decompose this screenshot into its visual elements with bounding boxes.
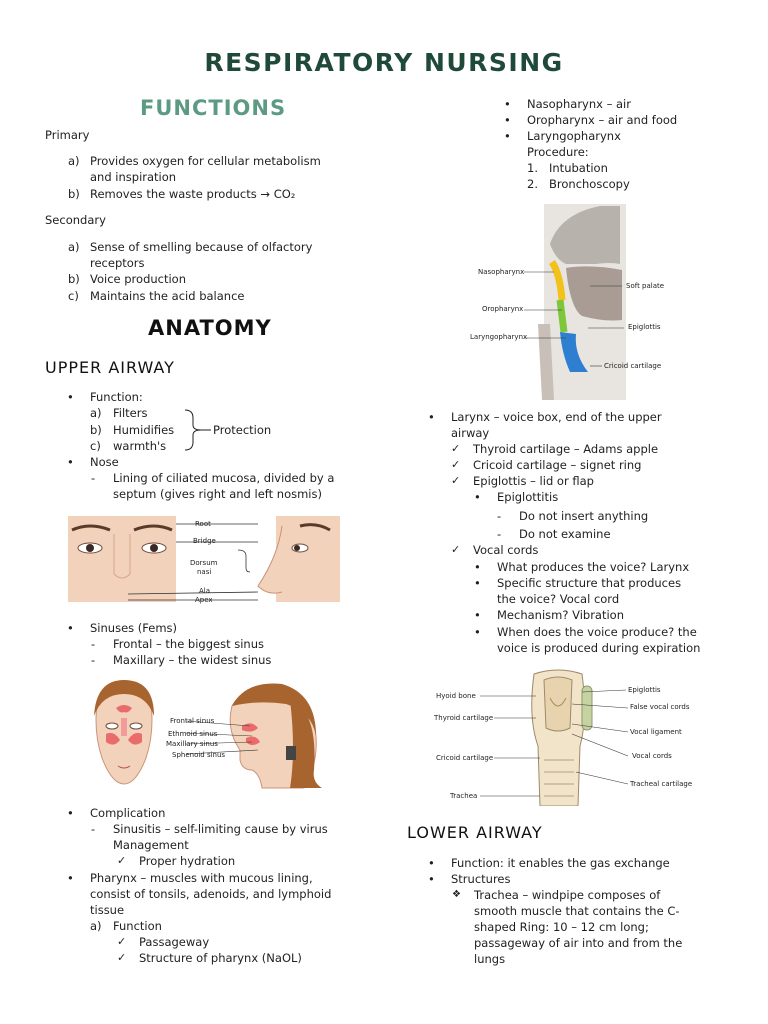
page-title: RESPIRATORY NURSING <box>204 48 564 77</box>
larynx-check-cricoid: ✓ Cricoid cartilage – signet ring <box>473 457 641 473</box>
lower-function: • Function: it enables the gas exchange <box>451 855 670 871</box>
primary-b-letter: b) <box>68 187 80 201</box>
primary-a-line2: and inspiration <box>90 170 177 184</box>
function-c-letter: c) <box>90 439 101 453</box>
oropharynx-item: • Oropharynx – air and food <box>527 112 677 128</box>
larynx-label-cricoid: Cricoid cartilage <box>436 754 494 762</box>
primary-a-line1: Provides oxygen for cellular metabolism <box>90 154 321 168</box>
protection-label: Protection <box>213 423 272 437</box>
larynx-label-thyroid: Thyroid cartilage <box>434 714 494 722</box>
sinus-diagram <box>90 680 330 792</box>
primary-a-letter: a) <box>68 154 80 168</box>
pharynx-label-oropharynx: Oropharynx <box>482 305 524 313</box>
epiglottitis-item1: - Do not insert anything <box>519 508 648 524</box>
larynx-label-vocal-ligament: Vocal ligament <box>630 728 682 736</box>
larynx-label-hyoid: Hyoid bone <box>436 692 476 700</box>
pharynx-label-soft-palate: Soft palate <box>626 282 665 290</box>
vocal-cords-label: ✓ Vocal cords <box>473 542 538 558</box>
larynx-label-trachea: Trachea <box>450 792 478 800</box>
anatomy-heading: ANATOMY <box>148 316 272 340</box>
sinuses-label: • Sinuses (Fems) <box>90 620 177 636</box>
sinus-label-sphenoid: Sphenoid sinus <box>172 751 226 759</box>
pharynx-line3: tissue <box>90 903 125 917</box>
secondary-b-letter: b) <box>68 272 80 286</box>
epiglottitis-item2: - Do not examine <box>519 526 611 542</box>
secondary-label: Secondary <box>45 213 106 227</box>
vocal-q4-line1: • When does the voice produce? the <box>497 624 697 640</box>
laryngopharynx-item: • Laryngopharynx <box>527 128 621 144</box>
larynx-diagram <box>432 668 708 806</box>
vocal-q4-line2: voice is produced during expiration <box>497 641 701 655</box>
complication-label: • Complication <box>90 805 165 821</box>
procedure-1-num: 1. <box>527 161 538 175</box>
protection-brace <box>183 408 213 452</box>
sinus-label-ethmoid: Ethmoid sinus <box>168 730 218 738</box>
nose-detail-line2: septum (gives right and left nosmis) <box>113 487 322 501</box>
primary-label: Primary <box>45 128 90 142</box>
pharynx-label-epiglottis: Epiglottis <box>628 323 661 331</box>
pharynx-diagram <box>470 204 670 400</box>
larynx-label-epiglottis: Epiglottis <box>628 686 661 694</box>
nose-label-root: Root <box>195 520 211 528</box>
vocal-q1: • What produces the voice? Larynx <box>497 559 689 575</box>
pharynx-function-structure: ✓ Structure of pharynx (NaOL) <box>139 950 302 966</box>
lower-airway-heading: LOWER AIRWAY <box>407 823 543 842</box>
sinus-label-frontal: Frontal sinus <box>170 717 215 725</box>
secondary-c-letter: c) <box>68 289 79 303</box>
function-label: • Function: <box>90 389 143 405</box>
nose-label: • Nose <box>90 454 119 470</box>
nose-diagram <box>68 516 340 602</box>
epiglottitis-label: • Epiglottitis <box>497 489 558 505</box>
trachea-line3: shaped Ring: 10 – 12 cm long; <box>474 920 649 934</box>
vocal-q2-line2: the voice? Vocal cord <box>497 592 620 606</box>
pharynx-line1: • Pharynx – muscles with mucous lining, <box>90 870 313 886</box>
upper-airway-heading: UPPER AIRWAY <box>45 358 175 377</box>
nose-label-apex: Apex <box>195 596 213 604</box>
pharynx-function-label: Function <box>113 919 162 933</box>
complication-item: - Sinusitis – self-limiting cause by virus <box>113 821 328 837</box>
trachea-line1: ❖ Trachea – windpipe composes of <box>474 887 660 903</box>
procedure-2-text: Bronchoscopy <box>549 177 630 191</box>
nose-label-ala: Ala <box>199 587 211 595</box>
function-c-text: warmth's <box>113 439 167 453</box>
management-item: ✓ Proper hydration <box>139 853 235 869</box>
pharynx-label-laryngopharynx: Laryngopharynx <box>470 333 528 341</box>
secondary-c-line1: Maintains the acid balance <box>90 289 245 303</box>
procedure-label: Procedure: <box>527 145 589 159</box>
secondary-a-line1: Sense of smelling because of olfactory <box>90 240 313 254</box>
larynx-check-epiglottis: ✓ Epiglottis – lid or flap <box>473 473 594 489</box>
trachea-line4: passageway of air into and from the <box>474 936 683 950</box>
trachea-line5: lungs <box>474 952 506 966</box>
nose-label-nasi: nasi <box>197 568 212 576</box>
vocal-q2-line1: • Specific structure that produces <box>497 575 681 591</box>
function-b-letter: b) <box>90 423 102 437</box>
nasopharynx-item: • Nasopharynx – air <box>527 96 631 112</box>
secondary-a-letter: a) <box>68 240 80 254</box>
pharynx-function-letter: a) <box>90 919 102 933</box>
sinus-frontal: - Frontal – the biggest sinus <box>113 636 264 652</box>
function-b-text: Humidifies <box>113 423 175 437</box>
larynx-line1: • Larynx – voice box, end of the upper <box>451 409 662 425</box>
pharynx-label-cricoid: Cricoid cartilage <box>604 362 662 370</box>
secondary-a-line2: receptors <box>90 256 145 270</box>
larynx-label-tracheal: Tracheal cartilage <box>630 780 693 788</box>
pharynx-function-passageway: ✓ Passageway <box>139 934 209 950</box>
structures-label: • Structures <box>451 871 511 887</box>
pharynx-illustration <box>470 204 670 400</box>
larynx-label-vocal-cords: Vocal cords <box>632 752 672 760</box>
management-label: Management <box>113 838 189 852</box>
secondary-b-line1: Voice production <box>90 272 187 286</box>
nose-label-bridge: Bridge <box>193 537 216 545</box>
larynx-label-false-vocal: False vocal cords <box>630 703 690 711</box>
nose-label-dorsum: Dorsum <box>190 559 218 567</box>
sinus-maxillary: - Maxillary – the widest sinus <box>113 652 271 668</box>
function-a-text: Filters <box>113 406 148 420</box>
larynx-check-thyroid: ✓ Thyroid cartilage – Adams apple <box>473 441 658 457</box>
nose-detail-line1: - Lining of ciliated mucosa, divided by a <box>113 470 334 486</box>
procedure-1-text: Intubation <box>549 161 608 175</box>
functions-heading: FUNCTIONS <box>140 96 287 120</box>
function-a-letter: a) <box>90 406 102 420</box>
vocal-q3: • Mechanism? Vibration <box>497 607 624 623</box>
procedure-2-num: 2. <box>527 177 538 191</box>
trachea-line2: smooth muscle that contains the C- <box>474 904 680 918</box>
primary-b-line1: Removes the waste products → CO₂ <box>90 187 296 201</box>
larynx-line2: airway <box>451 426 490 440</box>
sinus-label-maxillary: Maxillary sinus <box>166 740 218 748</box>
pharynx-label-nasopharynx: Nasopharynx <box>478 268 525 276</box>
pharynx-line2: consist of tonsils, adenoids, and lymphoid <box>90 887 332 901</box>
